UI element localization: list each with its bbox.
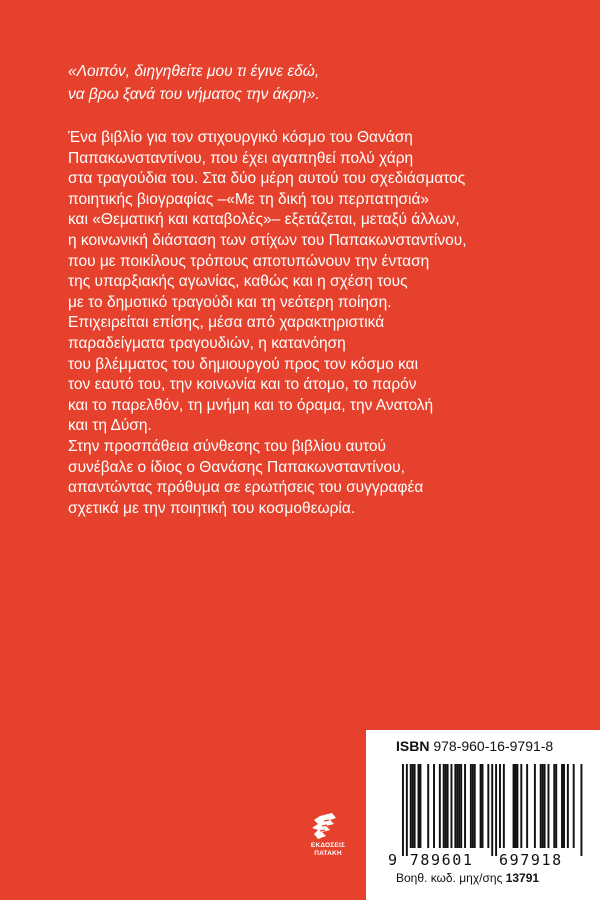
description-line: η κοινωνική διάσταση των στίχων του Παπακωνσταντίνου, [68, 231, 467, 249]
publisher-name [306, 842, 350, 858]
description-line: Ένα βιβλίο για τον στιχουργικό κόσμο του Θανάση [68, 129, 413, 146]
barcode-bar [555, 764, 557, 848]
barcode-bar [480, 764, 482, 848]
description-line: Στην προσπάθεια σύνθεσης του βιβλίου αυτού [68, 437, 386, 455]
internal-code-value: 13791 [505, 871, 540, 885]
barcode-bar [553, 764, 555, 848]
isbn-value: 978-960-16-9791-8 [433, 738, 554, 754]
description-line: και το παρελθόν, τη μνήμη και το όραμα, την Ανατολή [68, 396, 434, 414]
publisher-logo [306, 812, 350, 864]
description-line: Παπακωνσταντίνου, που έχει αγαπηθεί πολύ χάρη [68, 149, 414, 167]
barcode-bar [491, 764, 493, 856]
barcode-left-digits: 789601 [409, 851, 474, 869]
barcode-panel [366, 730, 600, 900]
isbn-label [396, 738, 553, 754]
barcode-bar [482, 764, 484, 848]
barcode-bar [406, 764, 408, 856]
barcode-bar [503, 764, 505, 848]
epigraph-line-1: «Λοιπόν, διηγηθείτε μου τι έγινε εδώ, [68, 63, 320, 80]
publisher-name-line-1: ΕΚΔΟΣΕΙΣ [310, 842, 346, 849]
barcode-bar [563, 764, 565, 848]
barcode-bar [402, 764, 404, 856]
barcode-bar [544, 764, 546, 848]
barcode-bar [561, 764, 563, 848]
barcode-bar [487, 764, 489, 848]
internal-code-label: Βοηθ. κωδ. μηχ/σης [396, 871, 503, 885]
barcode-bar [516, 764, 518, 848]
epigraph [68, 60, 538, 106]
barcode-bar [445, 764, 447, 848]
internal-code-note [396, 871, 539, 885]
barcode-bar [412, 764, 414, 848]
description-line: στα τραγούδια του. Στα δύο μέρη αυτού του σχεδιάσματος [68, 170, 466, 188]
barcode-first-digit: 9 [388, 851, 399, 869]
barcode-bar [472, 764, 474, 848]
barcode-bar [447, 764, 449, 848]
barcode-right-digits: 697918 [499, 851, 563, 869]
barcode-bar [520, 764, 522, 848]
description-line: τον εαυτό του, την κοινωνία και το άτομο, το παρόν [68, 376, 417, 394]
description-line: σχετικά με την ποιητική του κοσμοθεωρία. [68, 499, 356, 517]
barcode-bar [534, 764, 536, 848]
barcode-bar [458, 764, 460, 848]
barcode-bar [451, 764, 453, 848]
description-line: και τη Δύση. [68, 417, 152, 435]
barcode-bar [495, 764, 497, 856]
barcode-bar [418, 764, 420, 848]
isbn-prefix: ISBN [396, 738, 430, 754]
barcode-bar [513, 764, 515, 848]
description-line: Επιχειρείται επίσης, μέσα από χαρακτηριστικά [68, 314, 385, 332]
description-line: της υπαρξιακής αγωνίας, καθώς και η σχέση τους [68, 273, 408, 291]
description-line: ποιητικής βιογραφίας –«Με τη δική του περπατησιά» [68, 190, 430, 208]
papyrus-logo-icon [306, 812, 350, 842]
description-line: και «Θεματική και καταβολές»– εξετάζεται, μεταξύ άλλων, [68, 211, 460, 229]
barcode-bar [474, 764, 476, 848]
description-line: που με ποικίλους τρόπους αποτυπώνουν την ένταση [68, 252, 430, 270]
epigraph-line-2: να βρω ξανά του νήματος την άκρη». [68, 86, 320, 103]
barcode-bar [542, 764, 544, 848]
barcode-bar [419, 764, 421, 848]
barcode-bar [499, 764, 501, 848]
barcode-bar [410, 764, 412, 848]
description-line: του βλέμματος του δημιουργού προς τον κόσμο και [68, 355, 419, 373]
barcode-bar [515, 764, 517, 848]
barcode-bar [548, 764, 550, 848]
barcode-bar [414, 764, 416, 848]
barcode-bar [456, 764, 458, 848]
barcode-bar [443, 764, 445, 848]
description-line: απαντώντας πρόθυμα σε ερωτήσεις του συγγραφέα [68, 479, 424, 497]
barcode-bar [427, 764, 429, 848]
barcode-bar [460, 764, 462, 848]
description-line: συνέβαλε ο ίδιος ο Θανάσης Παπακωνσταντίνου, [68, 458, 405, 476]
barcode-bar [464, 764, 466, 848]
barcode-bar [567, 764, 569, 848]
ean13-barcode [388, 760, 584, 870]
book-description [68, 128, 568, 519]
barcode-bar [454, 764, 456, 848]
barcode-bar [433, 764, 435, 848]
barcode-bar [439, 764, 441, 848]
description-line: με το δημοτικό τραγούδι και τη νεότερη ποίηση. [68, 293, 392, 311]
barcode-bar [470, 764, 472, 848]
publisher-name-line-2: ΠΑΤΑΚΗ [314, 850, 342, 857]
description-line: παραδείγματα τραγουδιών, η κατανόηση [68, 334, 346, 352]
barcode-bar [540, 764, 542, 848]
barcode-bar [573, 764, 575, 848]
barcode-bar [526, 764, 528, 848]
barcode-bar [580, 764, 582, 856]
